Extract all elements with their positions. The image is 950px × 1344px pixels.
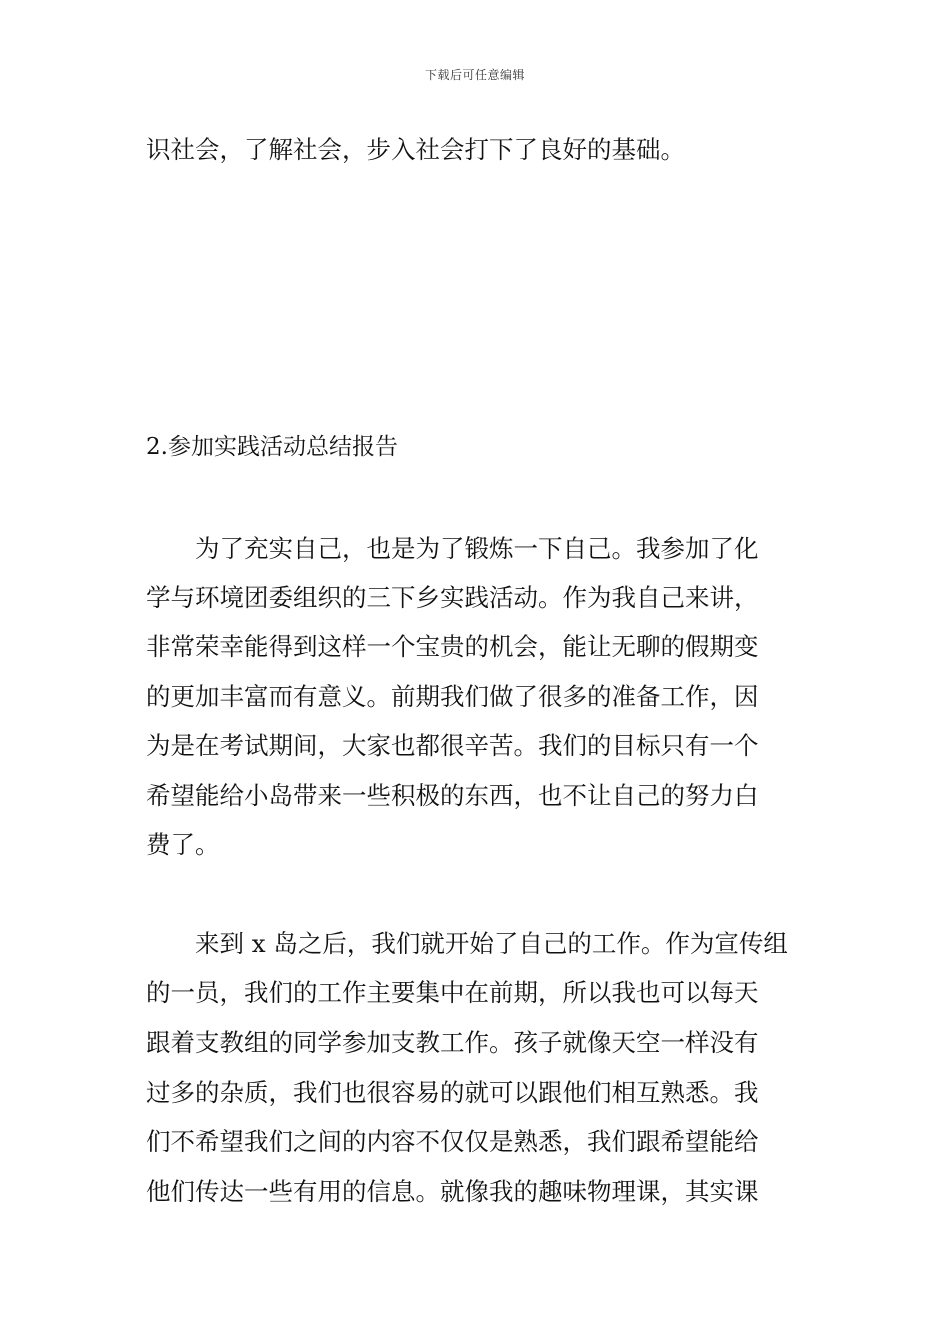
paragraph-line: 来到 x 岛之后，我们就开始了自己的工作。作为宣传组 <box>146 929 788 958</box>
paragraph-line: 的更加丰富而有意义。前期我们做了很多的准备工作，因 <box>146 682 759 711</box>
paragraph-line: 跟着支教组的同学参加支教工作。孩子就像天空一样没有 <box>146 1028 759 1057</box>
paragraph-line: 们不希望我们之间的内容不仅仅是熟悉，我们跟希望能给 <box>146 1127 759 1156</box>
paragraph-line: 费了。 <box>146 830 220 859</box>
paragraph-line: 过多的杂质，我们也很容易的就可以跟他们相互熟悉。我 <box>146 1078 759 1107</box>
section-heading: 2.参加实践活动总结报告 <box>146 434 398 460</box>
paragraph-line: 学与环境团委组织的三下乡实践活动。作为我自己来讲， <box>146 583 759 612</box>
intro-line: 识社会，了解社会，步入社会打下了良好的基础。 <box>146 135 685 164</box>
paragraph-line: 希望能给小岛带来一些积极的东西，也不让自己的努力白 <box>146 781 759 810</box>
paragraph-line: 非常荣幸能得到这样一个宝贵的机会，能让无聊的假期变 <box>146 632 759 661</box>
paragraph-line: 他们传达一些有用的信息。就像我的趣味物理课，其实课 <box>146 1177 759 1206</box>
paragraph-line: 为了充实自己，也是为了锻炼一下自己。我参加了化 <box>146 534 759 563</box>
page-header: 下载后可任意编辑 <box>424 68 525 82</box>
paragraph-line: 的一员，我们的工作主要集中在前期，所以我也可以每天 <box>146 978 759 1007</box>
paragraph-line: 为是在考试期间，大家也都很辛苦。我们的目标只有一个 <box>146 731 759 760</box>
